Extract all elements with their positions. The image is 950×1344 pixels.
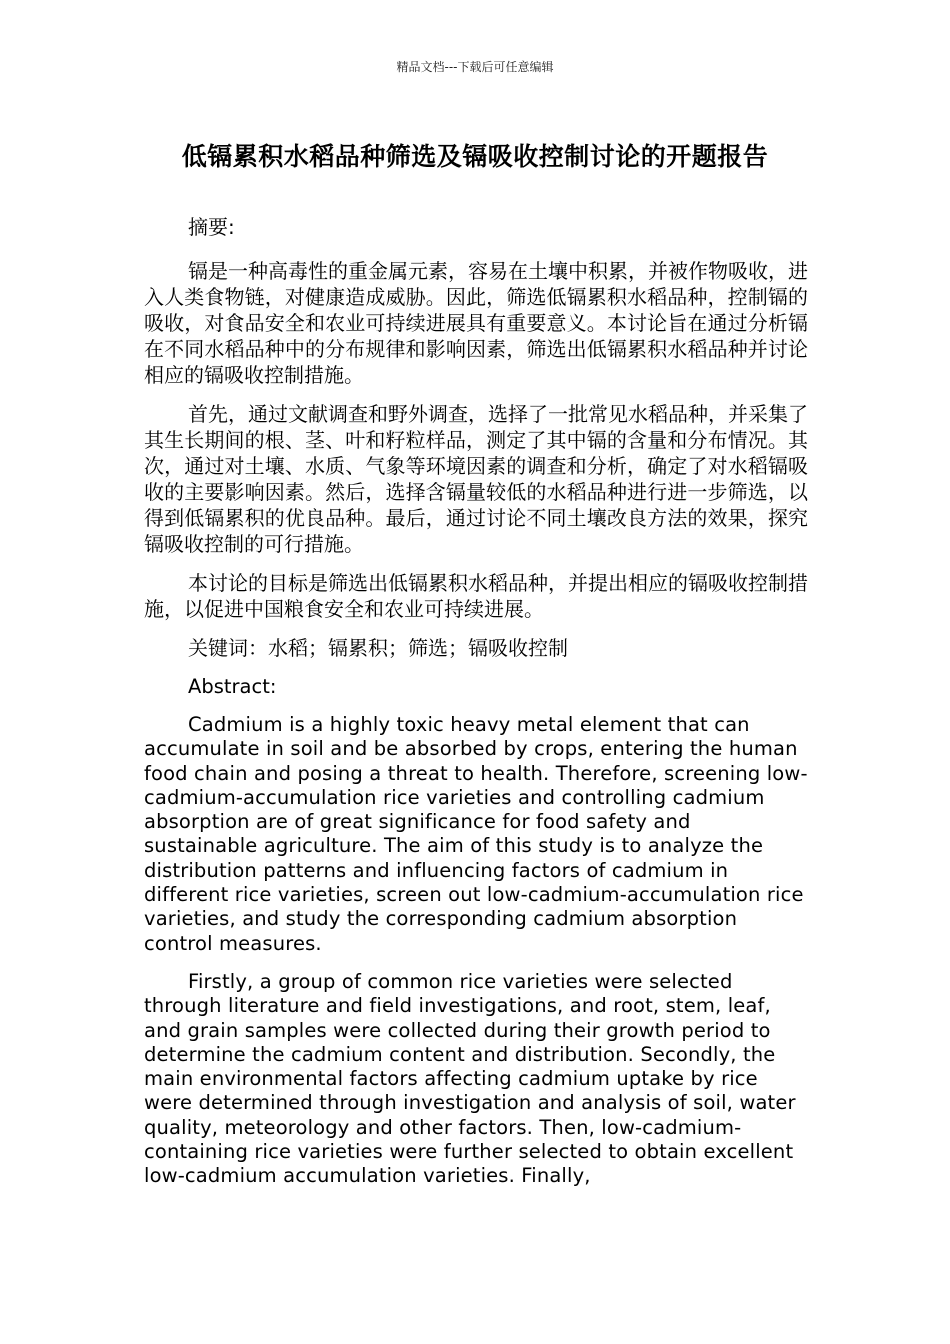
page-watermark: 精品文档---下载后可任意编辑 (396, 60, 554, 74)
document-title: 低镉累积水稻品种筛选及镉吸收控制讨论的开题报告 (181, 142, 769, 171)
abstract-paragraph-cn: 首先，通过文献调查和野外调查，选择了一批常见水稻品种，并采集了其生长期间的根、茎、叶和籽粒样品，测定了其中镉的含量和分布情况。其次，通过对土壤、水质、气象等环境因素的调查和分析，确定了对水稻镉吸收的主要影响因素。然后，选择含镉量较低的水稻品种进行进一步筛选，以得到低镉累积的优良品种。最后，通过讨论不同土壤改良方法的效果，探究镉吸收控制的可行措施。 (144, 402, 808, 556)
abstract-label-cn: 摘要: (188, 215, 235, 239)
abstract-paragraph-en: Firstly, a group of common rice varieties were selected through literature and field investigations, and root, stem, leaf, and grain samples were collected during their growth period to determine the cadmium content and distribution. Secondly, the main environmental factors affecting cadmium uptake by rice were determined through investigation and analysis of soil, water quality, meteorology and other factors. Then, low-cadmium-containing rice varieties were further selected to obtain excellent low-cadmium accumulation varieties. Finally, (144, 969, 796, 1188)
abstract-label-en: Abstract: (188, 675, 277, 698)
abstract-paragraph-cn: 镉是一种高毒性的重金属元素，容易在土壤中积累，并被作物吸收，进入人类食物链，对健康造成威胁。因此，筛选低镉累积水稻品种，控制镉的吸收，对食品安全和农业可持续进展具有重要意义。本讨论旨在通过分析镉在不同水稻品种中的分布规律和影响因素，筛选出低镉累积水稻品种并讨论相应的镉吸收控制措施。 (144, 259, 808, 387)
abstract-paragraph-en: Cadmium is a highly toxic heavy metal element that can accumulate in soil and be absorbed by crops, entering the human food chain and posing a threat to health. Therefore, screening low-cadmium-accumulation rice varieties and controlling cadmium absorption are of great significance for food safety and sustainable agriculture. The aim of this study is to analyze the distribution patterns and influencing factors of cadmium in different rice varieties, screen out low-cadmium-accumulation rice varieties, and study the corresponding cadmium absorption control measures. (144, 713, 808, 955)
keywords-cn: 关键词：水稻；镉累积；筛选；镉吸收控制 (188, 636, 568, 660)
abstract-paragraph-cn: 本讨论的目标是筛选出低镉累积水稻品种，并提出相应的镉吸收控制措施，以促进中国粮食安全和农业可持续进展。 (144, 571, 808, 621)
document-body (144, 214, 808, 1203)
